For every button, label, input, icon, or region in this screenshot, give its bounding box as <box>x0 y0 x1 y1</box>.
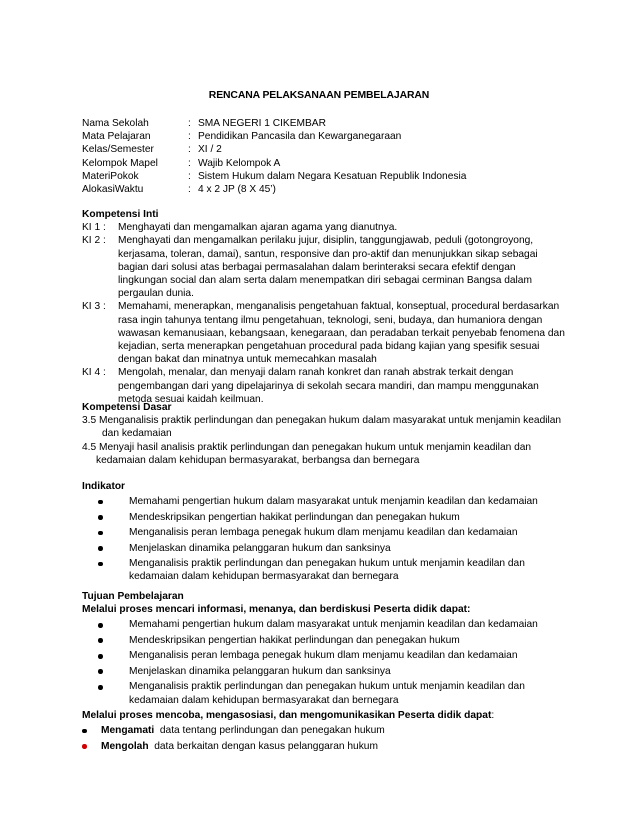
document-title: RENCANA PELAKSANAAN PEMBELAJARAN <box>208 90 430 101</box>
kd-item: 3.5 Menganalisis praktik perlindungan dan penegakan hukum dalam masyarakat untuk menjamin keadilan dan kedamaian <box>82 415 562 440</box>
list-item: Mendeskripsikan pengertian hakikat perlindungan dan penegakan hukum <box>82 511 566 524</box>
ki-section <box>82 208 566 406</box>
list-item-text: data tentang perlindungan dan penegakan hukum <box>159 725 385 737</box>
identity-label: Mata Pelajaran <box>82 131 151 143</box>
ki-number: KI 4 : <box>82 367 106 379</box>
list-item: Menganalisis peran lembaga penegak hukum dlam menjamu keadilan dan kedamaian <box>82 526 566 539</box>
identity-row <box>82 143 466 156</box>
identity-row <box>82 157 466 170</box>
list-item: Menganalisis praktik perlindungan dan penegakan hukum untuk menjamin keadilan dan kedamaian dalam kehidupan bermasyarakat dan bernegara <box>82 557 566 583</box>
identity-value: Wajib Kelompok A <box>198 157 281 169</box>
tujuan-list-2 <box>82 724 566 753</box>
ki-heading: Kompetensi Inti <box>82 209 159 220</box>
list-item: Menjelaskan dinamika pelanggaran hukum dan sanksinya <box>82 542 566 555</box>
identity-row <box>82 183 466 196</box>
kd-item: 4.5 Menyaji hasil analisis praktik perlindungan dan penegakan hukum untuk menjamin keadilan dan kedamaian dalam kehidupan bermasyarakat, berbangsa dan bernegara <box>82 441 532 466</box>
identity-colon: : <box>188 144 191 156</box>
ki-text: Menghayati dan mengamalkan ajaran agama yang dianutnya. <box>118 222 398 234</box>
indikator-heading: Indikator <box>82 481 126 492</box>
identity-label: AlokasiWaktu <box>82 183 144 195</box>
identity-value: 4 x 2 JP (8 X 45’) <box>198 183 276 195</box>
list-item: Menganalisis praktik perlindungan dan penegakan hukum untuk menjamin keadilan dan kedamaian dalam kehidupan bermasyarakat dan bernegara <box>82 680 566 706</box>
ki-item <box>82 221 566 234</box>
ki-text: Menghayati dan mengamalkan perilaku jujur, disiplin, tanggungjawab, peduli (gotongroyong, kerjasama, toleran, damai), santun, responsive dan pro-aktif dan menunjukkan sikap sebagai bagian dari solusi atas berbagai permasalahan dalam berinteraksi secara efektif dengan lingkungan social dan alam serta dalam menempatkan diri sebagai cerminan Bangsa dalam pergaulan dunia. <box>118 235 538 300</box>
list-item: Menjelaskan dinamika pelanggaran hukum dan sanksinya <box>82 665 566 678</box>
ki-number: KI 2 : <box>82 235 106 247</box>
list-item: Memahami pengertian hukum dalam masyarakat untuk menjamin keadilan dan kedamaian <box>82 618 566 631</box>
list-item: Mendeskripsikan pengertian hakikat perlindungan dan penegakan hukum <box>82 634 566 647</box>
identity-value: Sistem Hukum dalam Negara Kesatuan Republik Indonesia <box>198 170 467 182</box>
identity-colon: : <box>188 118 191 129</box>
indikator-section <box>82 480 566 586</box>
identity-colon: : <box>188 157 191 169</box>
tujuan-intro-2 <box>82 709 566 722</box>
identity-value: XI / 2 <box>198 144 222 156</box>
tujuan-section <box>82 590 566 755</box>
identity-colon: : <box>188 131 191 143</box>
ki-text: Memahami, menerapkan, menganalisis pengetahuan faktual, konseptual, procedural berdasarkan rasa ingin tahunya tentang ilmu pengetahuan, teknologi, seni, budaya, dan humaniora dengan wawasan kemanusiaan, kebangsaan, kenegaraan, dan peradaban terkait penyebab fenomena dan kejadian, serta menerapkan pengetahuan procedural pada bidang kajian yang spesifik sesuai dengan bakat dan minatnya untuk memecahkan masalah <box>118 301 565 366</box>
identity-value: Pendidikan Pancasila dan Kewarganegaraan <box>198 131 402 143</box>
list-item <box>82 724 566 737</box>
identity-label: MateriPokok <box>82 170 139 182</box>
identity-row <box>82 130 466 143</box>
identity-colon: : <box>188 183 191 195</box>
tujuan-list <box>82 618 566 706</box>
indikator-list <box>82 495 566 583</box>
ki-text: Mengolah, menalar, dan menyaji dalam ranah konkret dan ranah abstrak terkait dengan pengembangan dari yang dipelajarinya di sekolah secara mandiri, dan mampu menggunakan metoda sesuai kaidah keilmuan. <box>118 367 539 405</box>
identity-value: SMA NEGERI 1 CIKEMBAR <box>198 118 326 129</box>
tujuan-heading: Tujuan Pembelajaran <box>82 591 184 602</box>
identity-label: Kelompok Mapel <box>82 157 158 169</box>
identity-row <box>82 117 466 130</box>
tujuan-intro: Melalui proses mencari informasi, menanya, dan berdiskusi Peserta didik dapat: <box>82 604 471 616</box>
ki-number: KI 3 : <box>82 301 106 313</box>
identity-label: Kelas/Semester <box>82 144 154 156</box>
list-item <box>82 740 566 753</box>
ki-number: KI 1 : <box>82 222 106 234</box>
identity-label: Nama Sekolah <box>82 118 149 129</box>
list-item-keyword: Mengamati <box>101 725 155 737</box>
tujuan-intro-2-colon: : <box>491 710 495 722</box>
ki-item <box>82 234 566 300</box>
kd-section <box>82 401 566 467</box>
identity-row <box>82 170 466 183</box>
ki-item <box>82 300 566 366</box>
list-item-text: data berkaitan dengan kasus pelanggaran hukum <box>154 740 378 752</box>
list-item: Menganalisis peran lembaga penegak hukum dlam menjamu keadilan dan kedamaian <box>82 649 566 662</box>
identity-colon: : <box>188 170 191 182</box>
list-item-keyword: Mengolah <box>101 740 149 752</box>
kd-heading: Kompetensi Dasar <box>82 402 172 413</box>
list-item: Memahami pengertian hukum dalam masyarakat untuk menjamin keadilan dan kedamaian <box>82 495 566 508</box>
identity-table <box>82 117 466 196</box>
tujuan-intro-2-text: Melalui proses mencoba, mengasosiasi, dan mengomunikasikan Peserta didik dapat <box>82 710 492 722</box>
